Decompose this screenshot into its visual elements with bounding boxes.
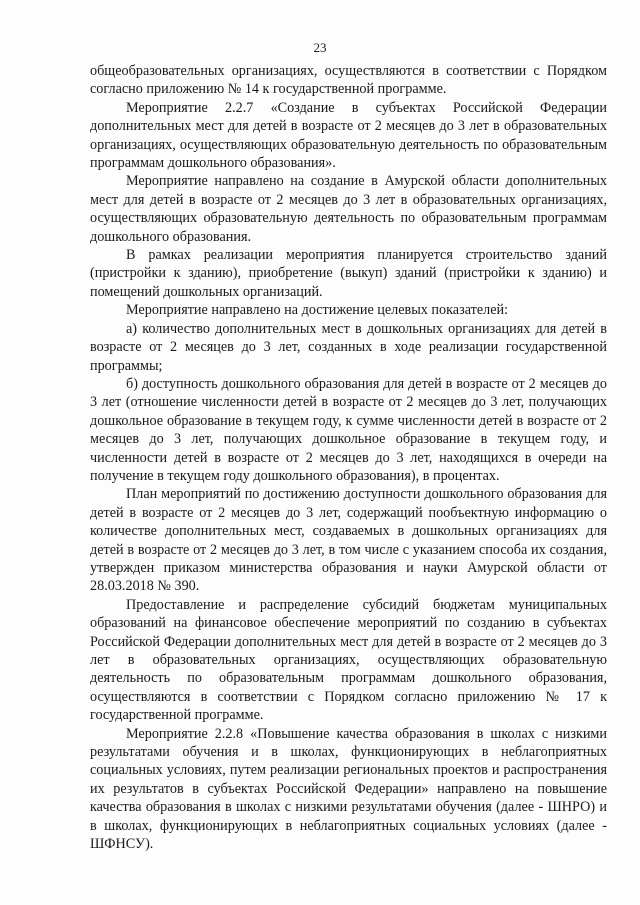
paragraph-indicator-a: а) количество дополнительных мест в дошкольных организациях для детей в возрасте от 2 месяцев до 3 лет, созданных в ходе реализации государственной программы;: [90, 320, 607, 374]
paragraph-measure-2-2-8: Мероприятие 2.2.8 «Повышение качества образования в школах с низкими результатами обучения и в школах, функционирующих в неблагоприятных социальных условиях, путем реализации региональных проектов и распространения их результатов в субъектах Российской Федерации» направлено на повышение качества образования в школах с низкими результатами обучения (далее - ШНРО) и в школах, функционирующих в неблагоприятных социальных условиях (далее - ШФНСУ).: [90, 725, 607, 853]
paragraph-measure-direction: Мероприятие направлено на создание в Амурской области дополнительных мест для детей в возрасте от 2 месяцев до 3 лет в образовательных организациях, осуществляющих образовательную деятельность по образовательным программам дошкольного образования.: [90, 173, 607, 245]
paragraph-measure-2-2-7: Мероприятие 2.2.7 «Создание в субъектах Российской Федерации дополнительных мест для детей в возрасте от 2 месяцев до 3 лет в образовательных организациях, осуществляющих образовательную деятельность по образовательным программам дошкольного образования».: [90, 99, 607, 172]
page-number: 23: [313, 40, 327, 55]
paragraph-target-indicators-intro: Мероприятие направлено на достижение целевых показателей:: [126, 302, 509, 319]
document-body: [90, 62, 607, 853]
paragraph-indicator-b: б) доступность дошкольного образования для детей в возрасте от 2 месяцев до 3 лет (отношение численности детей в возрасте от 2 месяцев до 3 лет, получающих дошкольное образование в текущем году, к сумме численности детей в возрасте от 2 месяцев до 3 лет, получающих дошкольное образование в текущем году, и численности детей в возрасте от 2 месяцев до 3 лет, находящихся в очереди на получение в текущем году дошкольного образования), в процентах.: [90, 375, 607, 484]
paragraph-action-plan: План мероприятий по достижению доступности дошкольного образования для детей в возрасте от 2 месяцев до 3 лет, содержащий пообъектную информацию о количестве дополнительных мест, создаваемых в дошкольных организациях для детей в возрасте от 2 месяцев до 3 лет, в том числе с указанием способа их создания, утвержден приказом министерства образования и науки Амурской области от 28.03.2018 № 390.: [90, 486, 607, 595]
paragraph-subsidies: Предоставление и распределение субсидий бюджетам муниципальных образований на финансовое обеспечение мероприятий по созданию в субъектах Российской Федерации дополнительных мест для детей в возрасте от 2 месяцев до 3 лет в образовательных организациях, осуществляющих образовательную деятельность по образовательным программам дошкольного образования, осуществляются в соответствии с Порядком согласно приложению № 17 к государственной программе.: [90, 596, 607, 724]
paragraph-continuation: общеобразовательных организациях, осуществляются в соответствии с Порядком согласно приложению № 14 к государственной программе.: [90, 63, 607, 98]
paragraph-implementation: В рамках реализации мероприятия планируется строительство зданий (пристройки к зданию), приобретение (выкуп) зданий (пристройки к зданию) и помещений дошкольных организаций.: [90, 247, 607, 300]
